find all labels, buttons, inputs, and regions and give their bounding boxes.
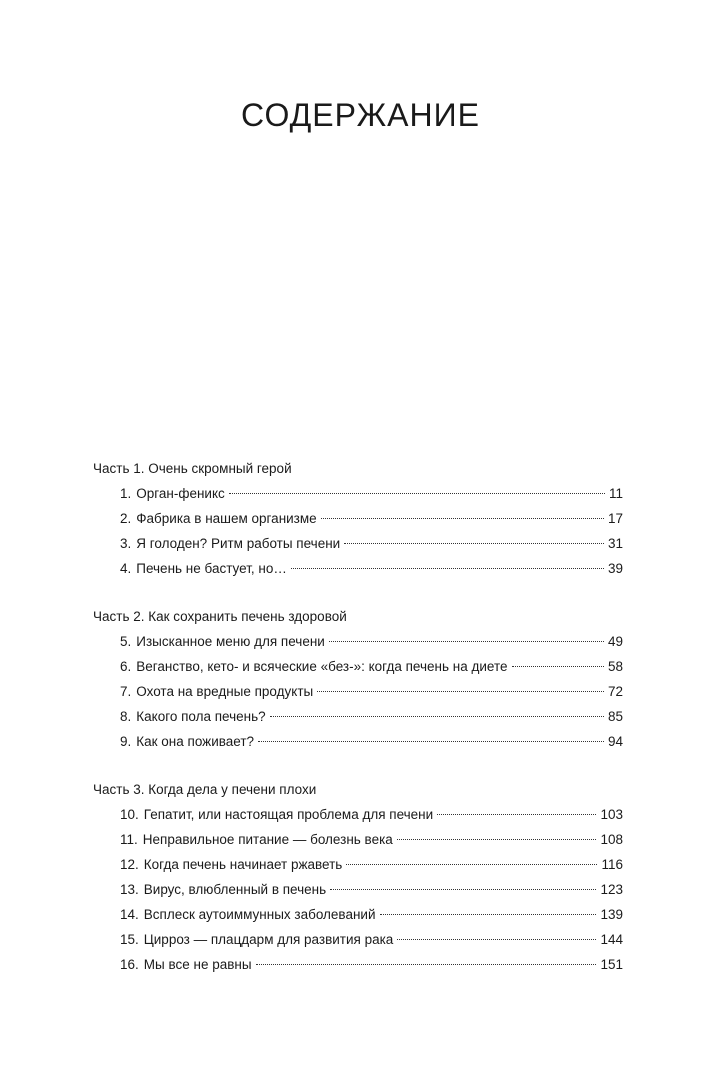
part-title: Часть 2. Как сохранить печень здоровой bbox=[93, 609, 347, 624]
dot-leader bbox=[229, 493, 605, 494]
dot-leader bbox=[397, 939, 596, 940]
dot-leader bbox=[270, 716, 604, 717]
chapter-title: Орган-феникс bbox=[136, 486, 225, 501]
chapter-number: 8. bbox=[120, 709, 132, 724]
page-number: 17 bbox=[607, 511, 623, 526]
dot-leader bbox=[329, 641, 604, 642]
page-number: 116 bbox=[601, 857, 623, 872]
toc-entry[interactable] bbox=[120, 729, 623, 754]
dot-leader bbox=[397, 839, 597, 840]
chapter-number: 4. bbox=[120, 561, 132, 576]
dot-leader bbox=[317, 691, 604, 692]
dot-leader bbox=[256, 964, 597, 965]
toc-entry[interactable] bbox=[120, 506, 623, 531]
page-number: 123 bbox=[600, 882, 623, 897]
chapter-title: Печень не бастует, но… bbox=[136, 561, 287, 576]
chapter-number: 2. bbox=[120, 511, 132, 526]
part-title: Часть 3. Когда дела у печени плохи bbox=[93, 782, 317, 797]
toc-entry[interactable] bbox=[120, 679, 623, 704]
chapter-number: 3. bbox=[120, 536, 132, 551]
toc-entry[interactable] bbox=[120, 654, 623, 679]
toc-entry[interactable] bbox=[120, 827, 623, 852]
dot-leader bbox=[346, 864, 597, 865]
dot-leader bbox=[330, 889, 596, 890]
dot-leader bbox=[291, 568, 604, 569]
page-number: 151 bbox=[600, 957, 623, 972]
page-number: 144 bbox=[600, 932, 623, 947]
chapter-title: Веганство, кето- и всяческие «без-»: когда печень на диете bbox=[136, 659, 508, 674]
chapter-number: 15. bbox=[120, 932, 139, 947]
chapter-title: Охота на вредные продукты bbox=[136, 684, 314, 699]
page-number: 49 bbox=[607, 634, 623, 649]
dot-leader bbox=[437, 814, 596, 815]
chapter-title: Я голоден? Ритм работы печени bbox=[136, 536, 341, 551]
dot-leader bbox=[512, 666, 604, 667]
page-title: СОДЕРЖАНИЕ bbox=[241, 97, 480, 133]
toc-entry[interactable] bbox=[120, 481, 623, 506]
page-number: 39 bbox=[607, 561, 623, 576]
toc-part-2 bbox=[93, 604, 623, 754]
chapter-number: 7. bbox=[120, 684, 132, 699]
part-title: Часть 1. Очень скромный герой bbox=[93, 461, 292, 476]
toc-entry[interactable] bbox=[120, 704, 623, 729]
chapter-number: 13. bbox=[120, 882, 139, 897]
page-number: 58 bbox=[607, 659, 623, 674]
table-of-contents bbox=[93, 456, 623, 1000]
toc-entry[interactable] bbox=[120, 629, 623, 654]
chapter-number: 1. bbox=[120, 486, 132, 501]
chapter-title: Цирроз — плацдарм для развития рака bbox=[143, 932, 394, 947]
page-number: 139 bbox=[600, 907, 623, 922]
dot-leader bbox=[321, 518, 604, 519]
toc-entry[interactable] bbox=[120, 927, 623, 952]
chapter-title: Всплеск аутоиммунных заболеваний bbox=[143, 907, 376, 922]
dot-leader bbox=[258, 741, 604, 742]
chapter-title: Неправильное питание — болезнь века bbox=[142, 832, 393, 847]
dot-leader bbox=[344, 543, 604, 544]
chapter-number: 14. bbox=[120, 907, 139, 922]
chapter-title: Гепатит, или настоящая проблема для печени bbox=[143, 807, 434, 822]
page-number: 85 bbox=[607, 709, 623, 724]
chapter-number: 5. bbox=[120, 634, 132, 649]
chapter-number: 16. bbox=[120, 957, 139, 972]
chapter-title: Мы все не равны bbox=[143, 957, 252, 972]
chapter-number: 11. bbox=[120, 832, 138, 847]
dot-leader bbox=[380, 914, 597, 915]
toc-entry[interactable] bbox=[120, 852, 623, 877]
page-number: 108 bbox=[600, 832, 623, 847]
toc-entry[interactable] bbox=[120, 952, 623, 977]
page-number: 103 bbox=[600, 807, 623, 822]
toc-part-1 bbox=[93, 456, 623, 581]
chapter-title: Как она поживает? bbox=[136, 734, 255, 749]
toc-entry[interactable] bbox=[120, 902, 623, 927]
toc-part-3 bbox=[93, 777, 623, 977]
chapter-title: Какого пола печень? bbox=[136, 709, 266, 724]
toc-entry[interactable] bbox=[120, 877, 623, 902]
chapter-title: Изысканное меню для печени bbox=[136, 634, 325, 649]
chapter-title: Фабрика в нашем организме bbox=[136, 511, 317, 526]
chapter-title: Когда печень начинает ржаветь bbox=[143, 857, 343, 872]
chapter-number: 10. bbox=[120, 807, 139, 822]
page-number: 11 bbox=[608, 486, 623, 501]
page-number: 72 bbox=[607, 684, 623, 699]
chapter-number: 6. bbox=[120, 659, 132, 674]
chapter-number: 9. bbox=[120, 734, 132, 749]
chapter-number: 12. bbox=[120, 857, 139, 872]
toc-entry[interactable] bbox=[120, 556, 623, 581]
chapter-title: Вирус, влюбленный в печень bbox=[143, 882, 327, 897]
page-number: 94 bbox=[607, 734, 623, 749]
toc-entry[interactable] bbox=[120, 802, 623, 827]
toc-entry[interactable] bbox=[120, 531, 623, 556]
page-number: 31 bbox=[607, 536, 623, 551]
